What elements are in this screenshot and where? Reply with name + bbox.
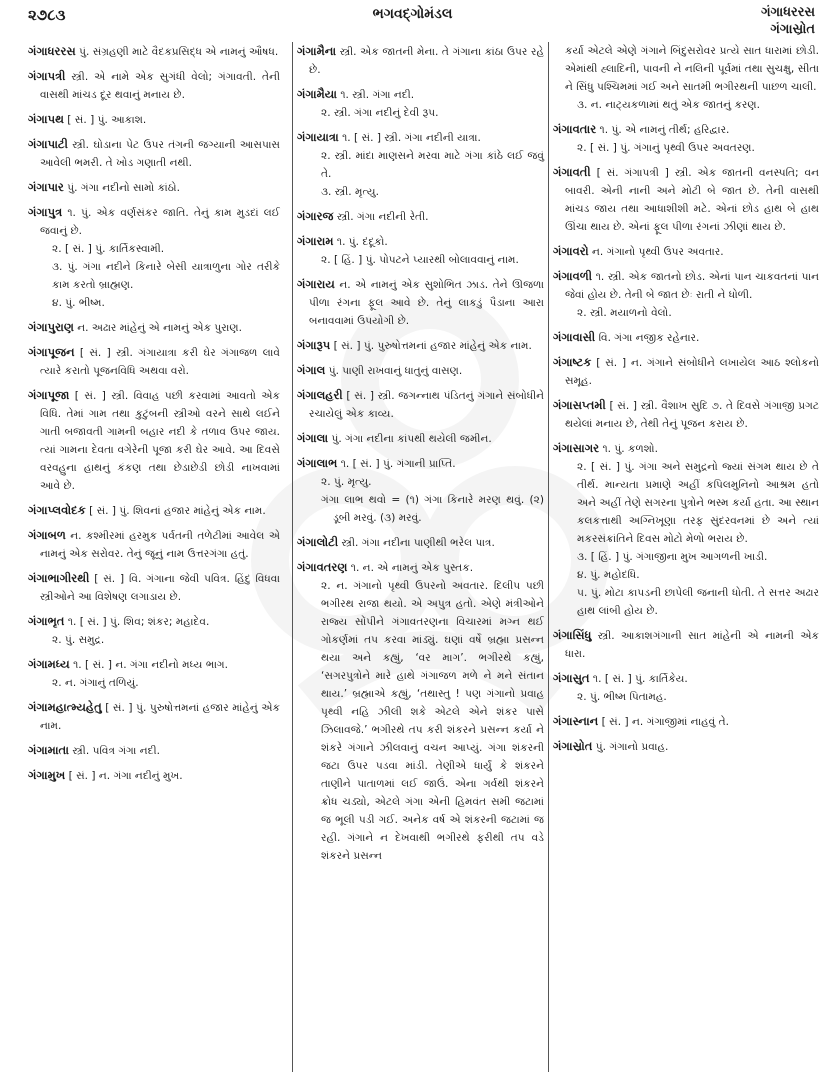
- definition: ૧. [ સં. ] ન. ગંગા નદીનો મધ્ય ભાગ.: [73, 659, 229, 671]
- right-entries: [553, 120, 819, 756]
- definition: [ સં. ] ન. ગંગા નદીનું મુખ.: [68, 770, 183, 782]
- entry-sense: ૨. ન. ગંગાનું તળિયું.: [52, 677, 139, 689]
- dictionary-entry: [553, 737, 819, 756]
- dictionary-entry: [28, 766, 280, 785]
- headword: ગંગાલા: [297, 431, 329, 445]
- headword: ગંગાપૂજા: [28, 388, 70, 402]
- headword: ગંગાપુત્ર: [28, 205, 63, 219]
- definition: ન. ગંગાનો પૃથ્વી ઉપર અવતાર.: [591, 246, 724, 258]
- definition: ૧. [ સં. ] પું. શિવ; શંકર; મહાદેવ.: [67, 616, 210, 628]
- headword: ગંગારાય: [297, 277, 335, 291]
- definition: ૧. પું. કળશો.: [602, 443, 658, 455]
- dictionary-entry: [297, 454, 544, 527]
- guide-words: [761, 4, 815, 38]
- page-number: ૨૭૮૩: [28, 6, 66, 24]
- column-left: [28, 42, 280, 1072]
- headword: ગંગાપત્રી: [28, 69, 66, 83]
- dictionary-entry: [28, 655, 280, 692]
- definition: [ સં. ] વિ. ગંગાના જેવી પવિત્ર. હિંદુ વિધવા સ્ત્રીઓને આ વિશેષણ લગાડાય છે.: [40, 573, 280, 603]
- column-right: [548, 42, 819, 1072]
- entry-sense: ૨. પું. ભીષ્મ પિતામહ.: [577, 691, 667, 703]
- dictionary-entry: [28, 343, 280, 380]
- definition: [ સં. ] પું. પુરુષોત્તમનાં હજાર માંહેનું એક નામ.: [40, 702, 280, 732]
- headword: ગંગાલોટી: [297, 535, 339, 549]
- dictionary-entry: [553, 712, 819, 731]
- dictionary-entry: [28, 386, 280, 495]
- entry-sense: ૪. પું. ભીષ્મ.: [52, 297, 105, 309]
- definition: ૧. [ સં. ] સ્ત્રી. ગંગા નદીની યાત્રા.: [342, 132, 481, 144]
- headword: ગંગારજ: [297, 209, 334, 223]
- headword: ગંગાપથ: [28, 112, 64, 126]
- definition: સ્ત્રી. ઘોડાના પેટ ઉપર તંગની જગ્યાની આસપાસ આવેલી ભમરી. તે ખોડ ગણાતી નથી.: [40, 139, 280, 169]
- definition: પું. સંગ્રહણી માટે વૈદકપ્રસિદ્ધ એ નામનું ઔષધ.: [79, 46, 279, 58]
- headword: ગંગાસુત: [553, 671, 590, 685]
- entry-sense: ૪. પું. મહોદધિ.: [577, 569, 640, 581]
- entry-sense: ૫. પું. મોટા કાપડની છાપેલી જનાની ધોતી. તે સત્તર અઢાર હાથ લાંબી હોય છે.: [577, 587, 819, 617]
- headword: ગંગાષ્ટક: [553, 355, 592, 369]
- entry-sense: ૨. સ્ત્રી. મયાળનો વેલો.: [577, 307, 672, 319]
- definition: સ્ત્રી. આકાશગંગાની સાત માંહેની એ નામની એક ધારા.: [565, 630, 819, 660]
- definition: [ સં. ] સ્ત્રી. જગન્નાથ પંડિતનું ગંગાને સંબોધીને રચાયેલું એક કાવ્ય.: [309, 390, 544, 420]
- headword: ગંગામૈના: [297, 44, 337, 58]
- headword: ગંગાસ્રોત: [553, 739, 593, 753]
- definition: [ સં. ] સ્ત્રી. વૈશાખ સુદિ ૭. તે દિવસે ગંગાજી પ્રગટ થયેલાં મનાય છે, તેથી તેનું પૂજન કરાય છે.: [565, 400, 820, 430]
- definition: ૧. [ સં. ] પું. કાર્તિકેય.: [592, 673, 688, 685]
- headword: ગંગામાતા: [28, 743, 69, 757]
- definition: ૧. [ સં. ] પું. ગંગાની પ્રાપ્તિ.: [340, 458, 456, 470]
- dictionary-entry: [28, 42, 280, 61]
- dictionary-entry: [28, 698, 280, 735]
- dictionary-entry: [28, 741, 280, 760]
- definition: પું. ગંગાનો પ્રવાહ.: [595, 741, 669, 753]
- dictionary-entry: [28, 526, 280, 563]
- definition: ૧. સ્ત્રી. એક જાતનો છોડ. એનાં પાન ચાકવતનાં પાન જેવાં હોય છે. તેની બે જાત છેઃ રાતી ને ધોળી.: [565, 271, 819, 301]
- definition: ૧. સ્ત્રી. ગંગા નદી.: [340, 89, 415, 101]
- headword: ગંગાબળ: [28, 528, 66, 542]
- entry-sense: ૨. [ સં. ] પું. ગંગાનું પૃથ્વી ઉપર અવતરણ.: [577, 142, 755, 154]
- headword: ગંગામૈયા: [297, 87, 337, 101]
- entry-sense: ૩. ન. નાટ્યકળામાં થતું એક જાતનું કરણ.: [577, 99, 761, 111]
- definition: સ્ત્રી. પવિત્ર ગંગા નદી.: [72, 745, 160, 757]
- dictionary-entry: [28, 612, 280, 649]
- definition: [ સં. ] ન. ગંગાજીમાં નાહવું તે.: [601, 716, 730, 728]
- definition: પું. ગંગા નદીનો સામો કાંઠો.: [67, 182, 180, 194]
- dictionary-entry: [297, 558, 544, 865]
- headword: ગંગાવતાર: [553, 122, 597, 136]
- dictionary-entry: [28, 501, 280, 520]
- guide-word-last: ગંગાસ્રોત: [770, 22, 815, 37]
- entry-sense: ૩. [ હિં. ] પું. ગંગાજીના મુખ આગળની ખાડી.: [577, 551, 768, 563]
- dictionary-entry: [297, 85, 544, 122]
- dictionary-entry: [297, 128, 544, 201]
- definition: ન. એ નામનું એક સુશોભિત ઝાડ. તેને ઊજળા પીળા રંગના ફૂલ આવે છે. તેનું લાકડું પૈડાના આરા બનાવવામાં ઉપયોગી છે.: [309, 279, 544, 327]
- headword: ગંગાપ્લવોદક: [28, 503, 86, 517]
- dictionary-entry: [28, 569, 280, 606]
- definition: સ્ત્રી. એક જાતની મેના. તે ગંગાના કાંઠા ઉપર રહે છે.: [309, 46, 544, 76]
- dictionary-entry: [297, 361, 544, 380]
- dictionary-entry: [297, 232, 544, 269]
- definition: પું. પાણી રાખવાનું ધાતુનું વાસણ.: [328, 365, 463, 377]
- dictionary-entry: [28, 110, 280, 129]
- definition: ન. કશ્મીરમાં હરમુક પર્વતની તળેટીમાં આવેલ એ નામનું એક સરોવર. તેનું જૂનું નામ ઉત્તરગંગા હતું.: [40, 530, 280, 560]
- entry-sense: ૨. [ સં. ] પું. કાર્તિકસ્વામી.: [52, 243, 165, 255]
- headword: ગંગાભાગીરથી: [28, 571, 90, 585]
- entry-sense: ૨. સ્ત્રી. ગંગા નદીનું દેવી રૂપ.: [321, 107, 439, 119]
- definition: સ્ત્રી. એ નામે એક સુગંધી વેલો; ગંગાવતી. તેની વાસથી માંચડ દૂર થવાનું મનાય છે.: [40, 71, 280, 101]
- dictionary-entry: [28, 203, 280, 312]
- headword: ગંગાસિંધુ: [553, 628, 592, 642]
- entry-sense: ૩. સ્ત્રી. મૃત્યુ.: [321, 186, 379, 198]
- dictionary-entry: [553, 120, 819, 157]
- guide-word-first: ગંગાધરરસ: [761, 5, 815, 20]
- entry-sense: ૨. [ સં. ] પું. ગંગા અને સમુદ્રનો જ્યાં સંગમ થાય છે તે તીર્થ. માન્યતા પ્રમાણે અહીં કપિલમુનિનો આશ્રમ હતો અને અહીં તેણે સગરના પુત્રોને ભસ્મ કર્યા હતા. આ સ્થાન કલકત્તાથી અગ્નિખૂણા તરફ સુંદરવનમાં છે અને ત્યાં મકરસંક્રાંતિને દિવસ મોટો મેળો ભરાય છે.: [577, 461, 819, 545]
- headword: ગંગામધ્ય: [28, 657, 70, 671]
- entry-sense: ૨. સ્ત્રી. માંદા માણસને મરવા માટે ગંગા કાંઠે લઈ જવું તે.: [321, 150, 544, 180]
- dictionary-entry: [553, 267, 819, 322]
- dictionary-entry: [553, 353, 819, 390]
- definition: [ સં. ] સ્ત્રી. ગંગાયાત્રા કરી ઘેર ગંગાજળ લાવે ત્યારે કરાતો પૂજનવિધિ અથવા વરો.: [40, 347, 280, 377]
- dictionary-entry: [297, 429, 544, 448]
- headword: ગંગારૂપ: [297, 338, 331, 352]
- entry-sense: ૩. પું. ગંગા નદીને કિનારે બેસી યાત્રાળુના ગોર તરીકે કામ કરતો બ્રાહ્મણ.: [52, 261, 280, 291]
- definition: ૧. પું. એ નામનું તીર્થ; હરિદ્વાર.: [599, 124, 730, 136]
- headword: ગંગાપાર: [28, 180, 64, 194]
- headword: ગંગાસ્નાન: [553, 714, 599, 728]
- headword: ગંગાલાભ: [297, 456, 338, 470]
- entry-sense: ૨. પું. મૃત્યુ.: [321, 476, 372, 488]
- dictionary-entry: [28, 67, 280, 104]
- headword: ગંગાવતરણ: [297, 560, 348, 574]
- definition: [ સં. ] ન. ગંગાને સંબોધીને લખાયેલ આઠ શ્લોકનો સમૂહ.: [565, 357, 819, 387]
- dictionary-entry: [553, 242, 819, 261]
- headword: ગંગાવરો: [553, 244, 589, 258]
- headword: ગંગાધરરસ: [28, 44, 76, 58]
- headword: ગંગાપાટી: [28, 137, 68, 151]
- headword: ગંગાલહરી: [297, 388, 343, 402]
- definition: પું. ગંગા નદીના કાંપથી થયેલી જમીન.: [331, 433, 492, 445]
- headword: ગંગાભૃત: [28, 614, 65, 628]
- dictionary-entry: [553, 163, 819, 236]
- definition: સ્ત્રી. ગંગા નદીના પાણીથી ભરેલ પાત્ર.: [341, 537, 495, 549]
- dictionary-entry: [553, 396, 819, 433]
- definition: [ સં. ] પું. શિવનાં હજાર માંહેનું એક નામ.: [89, 505, 266, 517]
- column-middle: [292, 42, 544, 1072]
- definition: [ સં. ગંગાપત્રી ] સ્ત્રી. એક જાતની વનસ્પતિ; વન બાવરી. એની નાની અને મોટી બે જાત છે. તેની વાસથી માંચડ જાય તથા આધાશીશી મટે. એનાં છોડ હાથ બે હાથ ઊંચા થાય છે. એનાં ફૂલ પીળા રંગનાં ઝીણાં થાય છે.: [565, 167, 819, 233]
- headword: ગંગામુખ: [28, 768, 66, 782]
- usage-example: ગંગા લાભ થવો = (૧) ગંગા કિનારે મરણ થવું. (૨) ડૂબી મરવું. (૩) મરવું.: [321, 494, 544, 524]
- headword: ગંગાપુરાણ: [28, 320, 74, 334]
- dictionary-entry: [28, 318, 280, 337]
- definition: ૧. પું. એક વર્ણસંકર જાતિ. તેનું કામ મુડદાં લઈ જવાનું છે.: [40, 207, 280, 237]
- definition: ૧. પું. દંદૂકો.: [336, 236, 388, 248]
- entry-sense: ૨. પું. સમુદ્ર.: [52, 634, 105, 646]
- entry-sense: ૨. [ હિં. ] પું. પોપટને પ્યારથી બોલાવવાનું નામ.: [321, 254, 519, 266]
- headword: ગંગામહાત્મ્યહેતુ: [28, 700, 102, 714]
- running-title: ભગવદ્ગોમંડલ: [372, 6, 453, 22]
- dictionary-entry: [553, 669, 819, 706]
- dictionary-entry: [28, 178, 280, 197]
- headword: ગંગાસપ્તમી: [553, 398, 606, 412]
- headword: ગંગાવાસી: [553, 330, 596, 344]
- dictionary-entry: [553, 328, 819, 347]
- definition: [ સં. ] સ્ત્રી. વિવાહ પછી કરવામાં આવતો એક વિધિ. તેમાં ગામ તથા કુટુંબની સ્ત્રીઓ વરને સાથે લઈને ગાતી બજાવતી ગામની બહાર નદી કે તળાવ ઉપર જાય. ત્યાં ગામના દેવતા વગેરેની પૂજા કરી ઘેર આવે. આ દિવસે વરવહુના હાથનું કંકણ તથા છેડાછેડી છોડી નાખવામાં આવે છે.: [40, 390, 280, 492]
- definition: સ્ત્રી. ગંગા નદીની રેતી.: [336, 211, 429, 223]
- dictionary-entry: [297, 386, 544, 423]
- headword: ગંગાયાત્રા: [297, 130, 339, 144]
- dictionary-entry: [297, 275, 544, 330]
- dictionary-entry: [553, 626, 819, 663]
- continued-text: કર્યા એટલે એણે ગંગાને બિંદુસરોવર પ્રત્યે સાત ધારામાં છોડી. એમાંથી હ્લાદિની, પાવની ને નલિની પૂર્વમાં તથા સુચક્ષુ, સીતા ને સિંધુ પશ્ચિમમાં ગઈ અને સાતમી ભગીરથની પાછળ ચાલી. ૩. ન. નાટ્યકળામાં થતું એક જાતનું કરણ.: [553, 42, 819, 114]
- dictionary-entry: [553, 439, 819, 620]
- definition: ૧. ન. એ નામનું એક પુસ્તક.: [350, 562, 474, 574]
- dictionary-columns: [0, 42, 825, 1072]
- definition: ન. અઢાર માંહેનું એ નામનું એક પુરાણ.: [77, 322, 242, 334]
- dictionary-entry: [297, 533, 544, 552]
- headword: ગંગાસાગર: [553, 441, 600, 455]
- definition: [ સં. ] પું. આકાશ.: [67, 114, 147, 126]
- entry-sense: ૨. ન. ગંગાનો પૃથ્વી ઉપરનો અવતાર. દિલીપ પછી ભગીરથ રાજા થયો. એ અપુત્ર હતો. એણે મંત્રીઓને રાજ્ય સોંપીને ગંગાવતરણના વિચારમાં મગ્ન થઈ ગોકર્ણમાં તપ કરવા માંડ્યું. ઘણાં વર્ષે બ્રહ્મા પ્રસન્ન થયા અને કહ્યું, ‘વર માગ’. ભગીરથે કહ્યું, ‘સગરપુત્રોને મારે હાથે ગંગાજળ મળે ને મને સંતાન થાય.’ બ્રહ્માએ કહ્યું, ‘તથાસ્તુ ! પણ ગંગાનો પ્રવાહ પૃથ્વી નહિ ઝીલી શકે એટલે એને શંકર પાસે ઝિલાવજે.’ ભગીરથે તપ કરી શંકરને પ્રસન્ન કર્યા ને શંકરે ગંગાને ઝીલવાનું વચન આપ્યું. ગંગા શંકરની જટા ઉપર પડવા માંડી. તેણીએ ધાર્યું કે શંકરને તાણીને પાતાળમાં લઈ જાઉં. એના ગર્વથી શંકરને ક્રોધ ચડ્યો, એટલે ગંગા એની હિમવંત સમી જટામાં જ ભૂલી પડી ગઈ. અનેક વર્ષ એ શંકરની જટામાં જ રહી. ગંગાને ન દેખવાથી ભગીરથે ફરીથી તપ વડે શંકરને પ્રસન્ન: [321, 580, 544, 862]
- dictionary-entry: [28, 135, 280, 172]
- definition: [ સં. ] પું. પુરુષોત્તમનાં હજાર માંહેનું એક નામ.: [333, 340, 532, 352]
- headword: ગંગાલ: [297, 363, 326, 377]
- definition: વિ. ગંગા નજીક રહેનાર.: [598, 332, 700, 344]
- headword: ગંગાવતી: [553, 165, 591, 179]
- headword: ગંગાવળી: [553, 269, 593, 283]
- headword: ગંગારામ: [297, 234, 334, 248]
- dictionary-entry: [297, 336, 544, 355]
- dictionary-entry: [297, 42, 544, 79]
- dictionary-entry: [297, 207, 544, 226]
- headword: ગંગાપૂજન: [28, 345, 75, 359]
